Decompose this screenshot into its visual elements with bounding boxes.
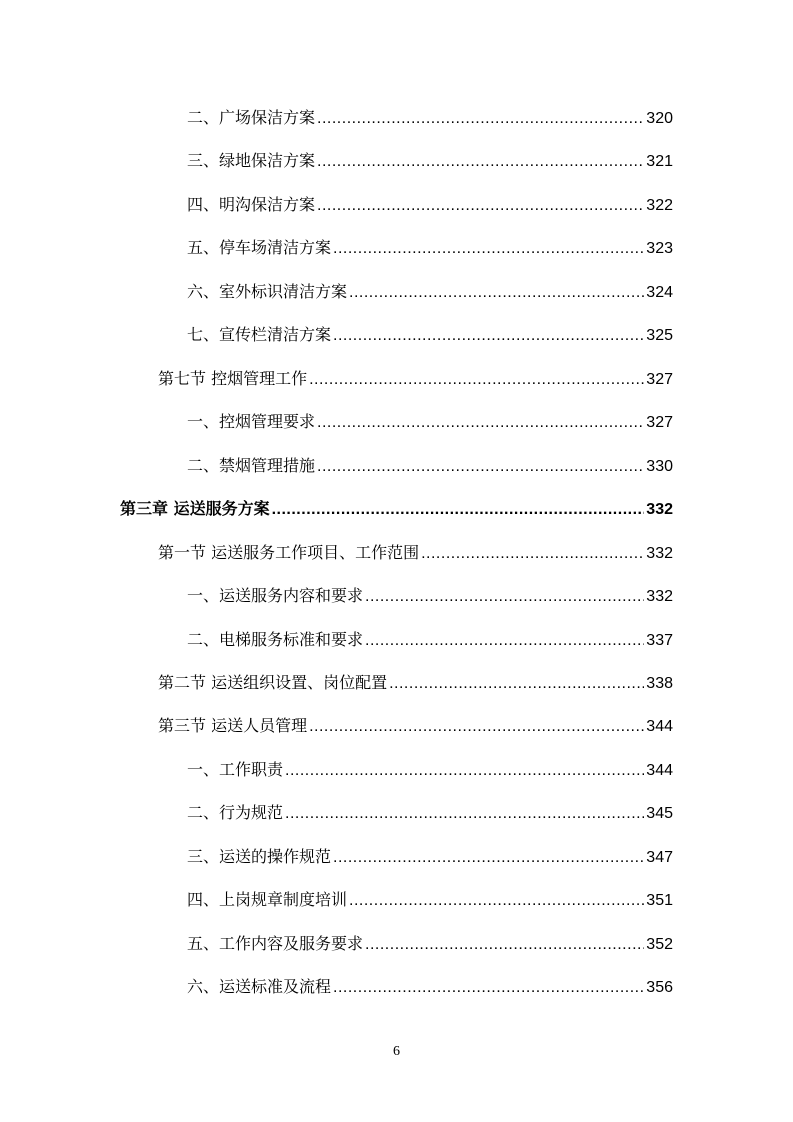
toc-entry-title: 三、绿地保洁方案 <box>187 151 316 170</box>
toc-dot-leader <box>349 889 644 913</box>
toc-dot-leader <box>389 672 644 696</box>
toc-dot-leader <box>365 629 644 653</box>
toc-entry-title: 二、电梯服务标准和要求 <box>187 630 364 649</box>
toc-entry[interactable] <box>187 193 673 217</box>
toc-entry[interactable] <box>187 236 673 260</box>
toc-entry[interactable] <box>158 671 673 695</box>
toc-entry-title: 一、控烟管理要求 <box>187 412 316 431</box>
toc-dot-leader <box>317 455 644 479</box>
toc-dot-leader <box>333 324 644 348</box>
toc-entry-page: 345 <box>646 805 673 822</box>
toc-dot-leader <box>285 759 644 783</box>
toc-dot-leader <box>365 933 644 957</box>
toc-entry-title: 五、停车场清洁方案 <box>187 238 332 257</box>
toc-dot-leader <box>272 498 645 522</box>
toc-entry[interactable] <box>187 628 673 652</box>
toc-entry-page: 344 <box>646 762 673 779</box>
toc-entry-page: 347 <box>646 849 673 866</box>
toc-entry[interactable] <box>158 367 673 391</box>
toc-entry-title: 第三章 运送服务方案 <box>120 499 270 518</box>
toc-entry[interactable] <box>187 149 673 173</box>
toc-entry[interactable] <box>187 932 673 956</box>
toc-entry-title: 第二节 运送组织设置、岗位配置 <box>158 673 388 692</box>
toc-entry-title: 四、明沟保洁方案 <box>187 195 316 214</box>
toc-dot-leader <box>317 107 644 131</box>
toc-entry-title: 七、宣传栏清洁方案 <box>187 325 332 344</box>
toc-dot-leader <box>333 237 644 261</box>
toc-dot-leader <box>317 411 644 435</box>
toc-dot-leader <box>317 194 644 218</box>
toc-entry-page: 351 <box>646 892 673 909</box>
toc-entry-title: 第三节 运送人员管理 <box>158 716 308 735</box>
toc-entry-title: 一、工作职责 <box>187 760 284 779</box>
toc-entry-page: 330 <box>646 458 673 475</box>
toc-entry-page: 332 <box>646 501 673 518</box>
toc-entry-page: 323 <box>646 240 673 257</box>
toc-dot-leader <box>309 368 644 392</box>
toc-entry-title: 第七节 控烟管理工作 <box>158 369 308 388</box>
toc-entry-title: 二、行为规范 <box>187 803 284 822</box>
toc-entry[interactable] <box>187 584 673 608</box>
toc-entry-title: 六、室外标识清洁方案 <box>187 282 348 301</box>
toc-entry-title: 一、运送服务内容和要求 <box>187 586 364 605</box>
toc-dot-leader <box>421 542 644 566</box>
toc-entry-page: 332 <box>646 588 673 605</box>
toc-entry[interactable] <box>187 845 673 869</box>
toc-dot-leader <box>349 281 644 305</box>
toc-entry-page: 338 <box>646 675 673 692</box>
toc-entry-page: 324 <box>646 284 673 301</box>
toc-entry-page: 337 <box>646 632 673 649</box>
toc-entry-title: 二、禁烟管理措施 <box>187 456 316 475</box>
toc-dot-leader <box>317 150 644 174</box>
toc-entry-page: 327 <box>646 371 673 388</box>
toc-entry-title: 四、上岗规章制度培训 <box>187 890 348 909</box>
toc-entry[interactable] <box>187 280 673 304</box>
toc-entry-page: 320 <box>646 110 673 127</box>
toc-entry-page: 327 <box>646 414 673 431</box>
toc-entry-title: 六、运送标准及流程 <box>187 977 332 996</box>
toc-entry[interactable] <box>187 758 673 782</box>
toc-entry-page: 344 <box>646 718 673 735</box>
toc-entry-title: 三、运送的操作规范 <box>187 847 332 866</box>
toc-dot-leader <box>365 585 644 609</box>
toc-entry[interactable] <box>187 323 673 347</box>
toc-entry[interactable] <box>187 106 673 130</box>
toc-entry[interactable] <box>187 975 673 999</box>
toc-entry[interactable] <box>158 714 673 738</box>
toc-entry[interactable] <box>158 541 673 565</box>
toc-dot-leader <box>333 976 644 1000</box>
toc-entry-page: 352 <box>646 936 673 953</box>
toc-entry-page: 322 <box>646 197 673 214</box>
toc-entry-chapter[interactable] <box>120 497 673 521</box>
toc-entry[interactable] <box>187 410 673 434</box>
toc-entry[interactable] <box>187 888 673 912</box>
toc-dot-leader <box>309 715 644 739</box>
toc-dot-leader <box>333 846 644 870</box>
toc-entry-page: 332 <box>646 545 673 562</box>
page-number: 6 <box>393 1044 400 1059</box>
toc-entry-title: 二、广场保洁方案 <box>187 108 316 127</box>
toc-entry-page: 356 <box>646 979 673 996</box>
toc-entry-title: 五、工作内容及服务要求 <box>187 934 364 953</box>
toc-entry-page: 325 <box>646 327 673 344</box>
toc-dot-leader <box>285 802 644 826</box>
toc-entry[interactable] <box>187 801 673 825</box>
toc-entry[interactable] <box>187 454 673 478</box>
toc-entry-page: 321 <box>646 153 673 170</box>
toc-entry-title: 第一节 运送服务工作项目、工作范围 <box>158 543 420 562</box>
